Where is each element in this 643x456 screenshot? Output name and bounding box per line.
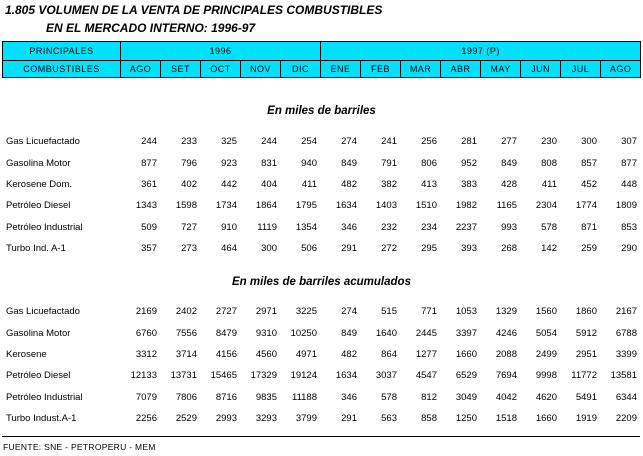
table-cell: 233 [181, 136, 197, 148]
table-cell: 272 [381, 243, 397, 255]
table-cell: 300 [261, 243, 277, 255]
table-cell: 727 [181, 221, 197, 233]
table-row [2, 365, 640, 386]
table-cell: 3225 [295, 306, 317, 318]
table-cell: 277 [501, 136, 517, 148]
table-cell: 325 [221, 136, 237, 148]
table-cell: 5912 [575, 327, 597, 339]
table-cell: 1864 [255, 200, 277, 212]
table-cell: 4156 [215, 348, 237, 360]
table-cell: 952 [461, 157, 477, 169]
table-cell: 19124 [290, 370, 317, 382]
data-table-acumulados [2, 301, 640, 429]
bottom-rule [2, 436, 640, 437]
table-cell: 3293 [255, 413, 277, 425]
table-cell: 857 [581, 157, 597, 169]
table-cell: 1774 [575, 200, 597, 212]
table-cell: 563 [381, 413, 397, 425]
table-row [2, 131, 640, 152]
table-cell: 232 [381, 221, 397, 233]
table-cell: 923 [221, 157, 237, 169]
table-cell: 1982 [455, 200, 477, 212]
table-cell: 1919 [575, 413, 597, 425]
table-cell: 402 [181, 178, 197, 190]
table-cell: 9835 [255, 391, 277, 403]
table-cell: 11188 [291, 391, 317, 403]
table-cell: 4547 [415, 370, 437, 382]
table-cell: 1634 [335, 200, 357, 212]
table-cell: 2209 [615, 413, 637, 425]
table-cell: 244 [261, 136, 277, 148]
table-cell: 464 [221, 243, 237, 255]
table-cell: 256 [421, 136, 437, 148]
table-cell: 5054 [535, 327, 557, 339]
header-month: JUN [521, 61, 561, 78]
table-cell: 506 [301, 243, 317, 255]
table-cell: 10250 [290, 327, 317, 339]
table-cell: 442 [221, 178, 237, 190]
row-label: Petróleo Industrial [6, 221, 83, 233]
row-label: Gas Licuefactado [6, 306, 80, 318]
table-cell: 849 [501, 157, 517, 169]
row-label: Gasolina Motor [6, 157, 71, 169]
table-cell: 1343 [135, 200, 157, 212]
table-cell: 877 [621, 157, 637, 169]
table-cell: 8716 [215, 391, 237, 403]
table-cell: 853 [621, 221, 637, 233]
table-cell: 877 [141, 157, 157, 169]
table-cell: 1510 [415, 200, 437, 212]
table-cell: 7806 [175, 391, 197, 403]
row-label: Kerosene [6, 348, 47, 360]
table-cell: 2993 [215, 413, 237, 425]
header-month: AGO [601, 61, 641, 78]
row-label: Turbo Indust.A-1 [6, 413, 77, 425]
table-cell: 2971 [255, 306, 277, 318]
table-cell: 578 [541, 221, 557, 233]
table-cell: 4971 [295, 348, 317, 360]
table-cell: 5491 [575, 391, 597, 403]
table-cell: 254 [301, 136, 317, 148]
header-label-combustibles: COMBUSTIBLES [3, 61, 121, 78]
table-cell: 1250 [455, 413, 477, 425]
table-cell: 3714 [175, 348, 197, 360]
table-cell: 230 [541, 136, 557, 148]
table-cell: 291 [341, 243, 357, 255]
header-year-1997: 1997 (P) [321, 42, 641, 61]
table-title: 1.805 VOLUMEN DE LA VENTA DE PRINCIPALES COMBUSTIBLES [5, 3, 383, 17]
table-row [2, 217, 640, 238]
table-cell: 6760 [135, 327, 157, 339]
table-row [2, 344, 640, 365]
table-cell: 268 [501, 243, 517, 255]
table-cell: 3397 [455, 327, 477, 339]
table-cell: 578 [381, 391, 397, 403]
table-row [2, 174, 640, 195]
table-cell: 361 [141, 178, 157, 190]
table-row [2, 238, 640, 259]
row-label: Kerosene Dom. [6, 178, 73, 190]
table-cell: 6344 [615, 391, 637, 403]
table-row [2, 322, 640, 343]
table-cell: 796 [181, 157, 197, 169]
table-cell: 11772 [571, 370, 597, 382]
table-row [2, 152, 640, 173]
table-cell: 812 [421, 391, 437, 403]
table-cell: 413 [421, 178, 437, 190]
table-cell: 2256 [135, 413, 157, 425]
table-cell: 6788 [615, 327, 637, 339]
table-cell: 849 [341, 157, 357, 169]
header-month: DIC [281, 61, 321, 78]
table-cell: 9998 [535, 370, 557, 382]
table-subtitle: EN EL MERCADO INTERNO: 1996-97 [46, 21, 256, 35]
table-cell: 8479 [215, 327, 237, 339]
table-cell: 2445 [415, 327, 437, 339]
table-cell: 509 [141, 221, 157, 233]
table-cell: 2237 [455, 221, 477, 233]
table-cell: 2304 [535, 200, 557, 212]
table-cell: 307 [621, 136, 637, 148]
table-cell: 1660 [535, 413, 557, 425]
table-cell: 1329 [495, 306, 517, 318]
table-cell: 1560 [535, 306, 557, 318]
table-cell: 831 [261, 157, 277, 169]
row-label: Petróleo Industrial [6, 391, 83, 403]
table-cell: 393 [461, 243, 477, 255]
row-label: Petróleo Diesel [6, 200, 71, 212]
header-month: NOV [241, 61, 281, 78]
table-cell: 234 [421, 221, 437, 233]
table-cell: 452 [581, 178, 597, 190]
table-cell: 993 [501, 221, 517, 233]
table-cell: 7556 [175, 327, 197, 339]
table-cell: 1634 [335, 370, 357, 382]
source-note: FUENTE: SNE - PETROPERU - MEM [3, 442, 156, 452]
row-label: Gasolina Motor [6, 327, 71, 339]
table-row [2, 195, 640, 216]
table-cell: 1598 [175, 200, 197, 212]
table-row [2, 387, 640, 408]
table-cell: 295 [421, 243, 437, 255]
table-cell: 2727 [215, 306, 237, 318]
table-cell: 1809 [615, 200, 637, 212]
header-month: ABR [441, 61, 481, 78]
table-cell: 142 [541, 243, 557, 255]
header-month: OCT [201, 61, 241, 78]
table-cell: 871 [581, 221, 597, 233]
header-month: FEB [361, 61, 401, 78]
table-cell: 1053 [455, 306, 477, 318]
table-cell: 791 [381, 157, 397, 169]
table-cell: 1277 [415, 348, 437, 360]
table-cell: 3799 [295, 413, 317, 425]
table-cell: 2169 [135, 306, 157, 318]
header-month: SET [161, 61, 201, 78]
table-cell: 1795 [295, 200, 317, 212]
table-cell: 291 [341, 413, 357, 425]
table-cell: 1119 [257, 221, 277, 233]
table-cell: 15465 [210, 370, 237, 382]
row-label: Turbo Ind. A-1 [6, 243, 66, 255]
table-cell: 2167 [615, 306, 637, 318]
table-row [2, 301, 640, 322]
table-cell: 2529 [175, 413, 197, 425]
section-title-barriles: En miles de barriles [267, 105, 376, 117]
table-cell: 858 [421, 413, 437, 425]
table-cell: 357 [141, 243, 157, 255]
table-cell: 4560 [255, 348, 277, 360]
table-cell: 6529 [455, 370, 477, 382]
table-cell: 940 [301, 157, 317, 169]
header-month: ENE [321, 61, 361, 78]
table-cell: 482 [341, 178, 357, 190]
table-cell: 300 [581, 136, 597, 148]
table-cell: 4620 [535, 391, 557, 403]
table-cell: 428 [501, 178, 517, 190]
header-month: JUL [561, 61, 601, 78]
header-year-1996: 1996 [121, 42, 321, 61]
table-cell: 3049 [455, 391, 477, 403]
table-cell: 290 [621, 243, 637, 255]
table-cell: 864 [381, 348, 397, 360]
row-label: Gas Licuefactado [6, 136, 80, 148]
table-cell: 771 [421, 306, 437, 318]
table-cell: 346 [341, 391, 357, 403]
table-cell: 910 [221, 221, 237, 233]
table-cell: 274 [341, 306, 357, 318]
table-cell: 2951 [575, 348, 597, 360]
table-cell: 1734 [215, 200, 237, 212]
table-cell: 273 [181, 243, 197, 255]
table-cell: 346 [341, 221, 357, 233]
header-month: MAY [481, 61, 521, 78]
table-cell: 17329 [250, 370, 277, 382]
header-month: MAR [401, 61, 441, 78]
table-cell: 4042 [495, 391, 517, 403]
table-cell: 4246 [495, 327, 517, 339]
table-cell: 448 [621, 178, 637, 190]
data-table-barriles [2, 131, 640, 259]
table-cell: 411 [301, 178, 317, 190]
table-cell: 1403 [375, 200, 397, 212]
table-cell: 482 [341, 348, 357, 360]
table-cell: 1518 [495, 413, 517, 425]
table-cell: 806 [421, 157, 437, 169]
table-cell: 1354 [295, 221, 317, 233]
table-cell: 12133 [130, 370, 157, 382]
table-cell: 281 [461, 136, 477, 148]
table-cell: 3399 [615, 348, 637, 360]
table-cell: 9310 [255, 327, 277, 339]
table-cell: 3312 [135, 348, 157, 360]
table-cell: 13581 [610, 370, 637, 382]
table-cell: 1640 [375, 327, 397, 339]
table-cell: 808 [541, 157, 557, 169]
table-cell: 2402 [175, 306, 197, 318]
table-cell: 274 [341, 136, 357, 148]
table-cell: 382 [381, 178, 397, 190]
section-title-acumulados: En miles de barriles acumulados [232, 276, 411, 288]
row-label: Petróleo Diesel [6, 370, 71, 382]
table-cell: 241 [381, 136, 397, 148]
table-cell: 411 [541, 178, 557, 190]
header-label-principales: PRINCIPALES [3, 42, 121, 61]
table-cell: 2088 [495, 348, 517, 360]
table-cell: 7079 [135, 391, 157, 403]
table-cell: 515 [381, 306, 397, 318]
table-cell: 849 [341, 327, 357, 339]
table-cell: 1860 [575, 306, 597, 318]
table-cell: 1165 [496, 200, 517, 212]
table-cell: 7694 [495, 370, 517, 382]
table-cell: 259 [581, 243, 597, 255]
table-cell: 13731 [170, 370, 197, 382]
table-cell: 3037 [375, 370, 397, 382]
table-cell: 2499 [535, 348, 557, 360]
table-cell: 404 [261, 178, 277, 190]
column-header [2, 41, 641, 78]
table-cell: 383 [461, 178, 477, 190]
table-row [2, 408, 640, 429]
header-month: AGO [121, 61, 161, 78]
table-cell: 1660 [455, 348, 477, 360]
table-cell: 244 [141, 136, 157, 148]
